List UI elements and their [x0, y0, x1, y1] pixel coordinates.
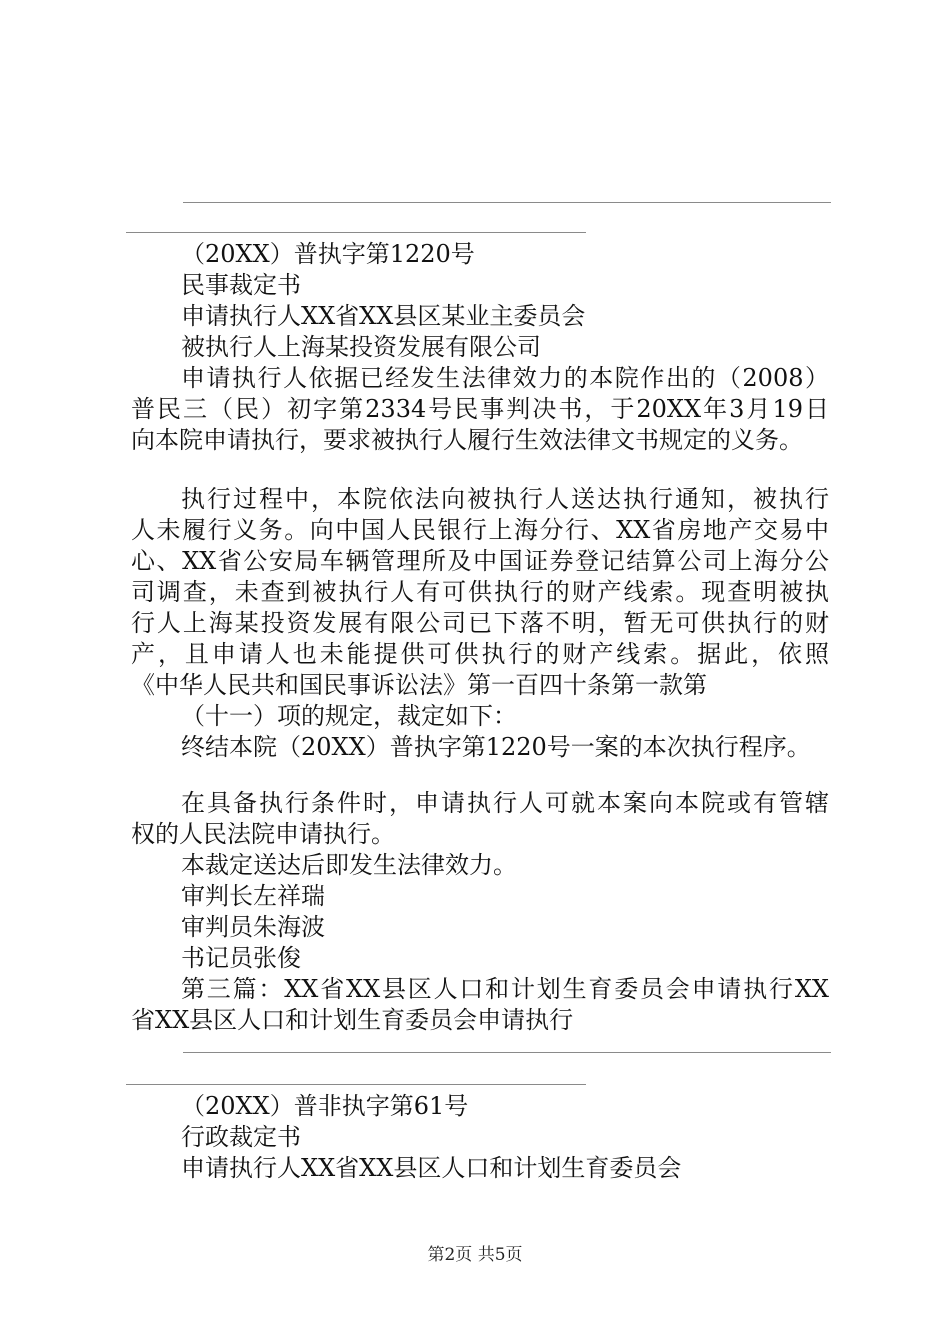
applicant-line: 申请执行人XX省XX县区某业主委员会 — [181, 302, 586, 330]
separator-line-top-1 — [183, 202, 831, 203]
paragraph-line: 司调查，未查到被执行人有可供执行的财产线索。现查明被执 — [131, 578, 829, 606]
case-number: （20XX）普执字第1220号 — [181, 240, 475, 268]
ruling-line: 终结本院（20XX）普执字第1220号一案的本次执行程序。 — [181, 733, 811, 761]
separator-line-mid-2 — [126, 1084, 586, 1085]
clerk-line: 书记员张俊 — [181, 944, 301, 972]
effect-line: 本裁定送达后即发生法律效力。 — [181, 851, 517, 879]
paragraph-line: 在具备执行条件时，申请执行人可就本案向本院或有管辖 — [181, 789, 829, 817]
juror-line: 审判员朱海波 — [181, 913, 325, 941]
separator-line-top-2 — [126, 232, 586, 233]
section-title: 省XX县区人口和计划生育委员会申请执行 — [131, 1006, 574, 1034]
paragraph-line: 行人上海某投资发展有限公司已下落不明，暂无可供执行的财 — [131, 609, 829, 637]
paragraph-line: 权的人民法院申请执行。 — [131, 820, 395, 848]
paragraph-line: 向本院申请执行，要求被执行人履行生效法律文书规定的义务。 — [131, 426, 803, 454]
paragraph-line: 普民三（民）初字第2334号民事判决书，于20XX年3月19日 — [131, 395, 829, 423]
clause-line: （十一）项的规定，裁定如下： — [181, 702, 517, 730]
applicant-line: 申请执行人XX省XX县区人口和计划生育委员会 — [181, 1154, 682, 1182]
case-number: （20XX）普非执字第61号 — [181, 1092, 469, 1120]
document-type: 行政裁定书 — [181, 1123, 301, 1151]
document-type: 民事裁定书 — [181, 271, 301, 299]
separator-line-mid-1 — [183, 1052, 831, 1053]
paragraph-line: 产，且申请人也未能提供可供执行的财产线索。据此，依照 — [131, 640, 829, 668]
section-title: 第三篇：XX省XX县区人口和计划生育委员会申请执行XX — [181, 975, 829, 1003]
paragraph-line: 《中华人民共和国民事诉讼法》第一百四十条第一款第 — [131, 671, 707, 699]
paragraph-line: 人未履行义务。向中国人民银行上海分行、XX省房地产交易中 — [131, 516, 829, 544]
respondent-line: 被执行人上海某投资发展有限公司 — [181, 333, 541, 361]
paragraph-line: 申请执行人依据已经发生法律效力的本院作出的（2008） — [181, 364, 829, 392]
judge-line: 审判长左祥瑞 — [181, 882, 325, 910]
page-footer: 第2页 共5页 — [427, 1245, 523, 1265]
paragraph-line: 心、XX省公安局车辆管理所及中国证券登记结算公司上海分公 — [131, 547, 829, 575]
paragraph-line: 执行过程中，本院依法向被执行人送达执行通知，被执行 — [181, 485, 829, 513]
